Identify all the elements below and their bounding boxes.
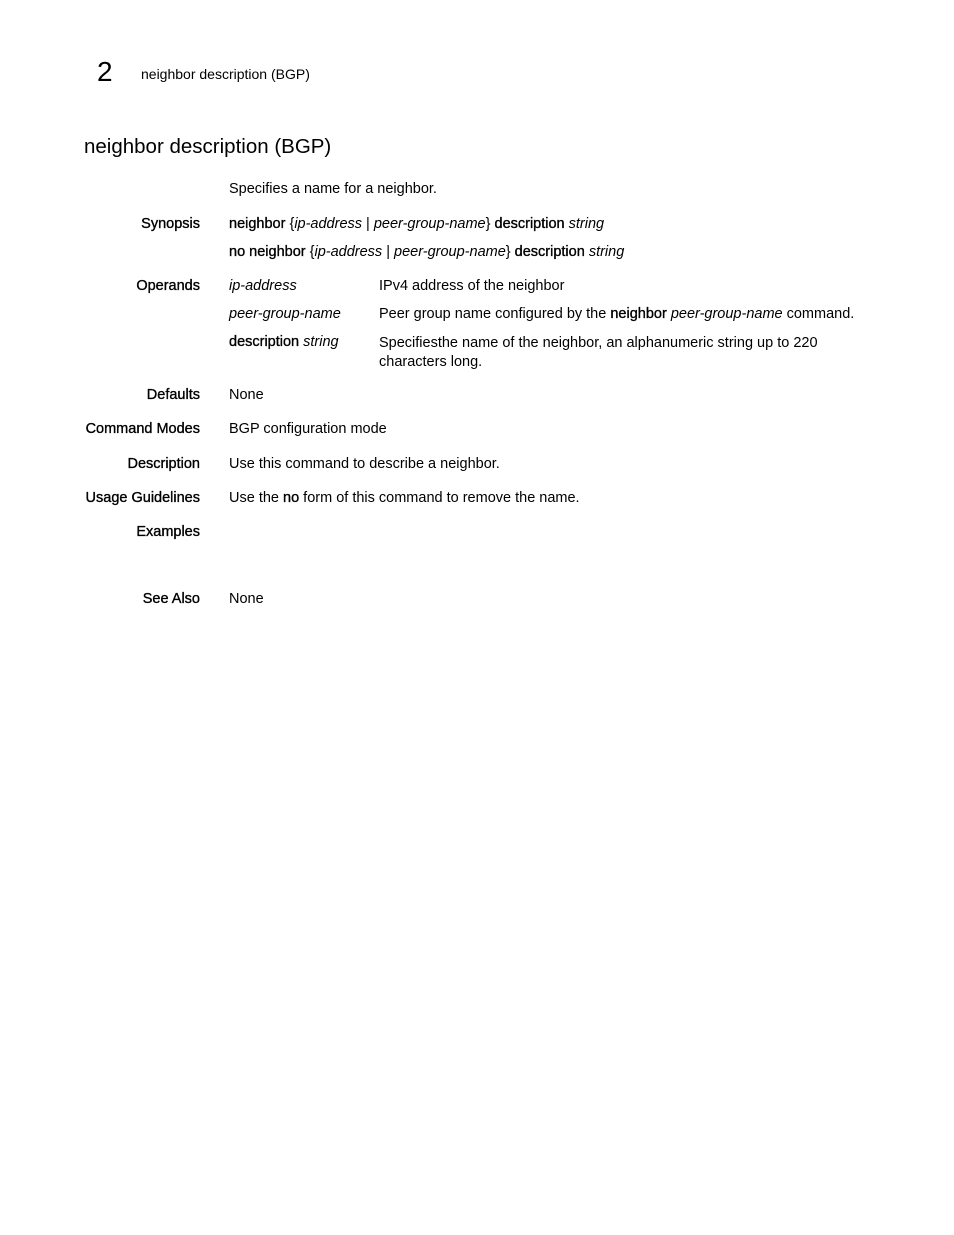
synopsis-arg-string: string (588, 244, 625, 260)
label-description: Description (127, 456, 200, 472)
operand-desc-text: command. (782, 306, 855, 322)
label-defaults: Defaults (146, 387, 200, 403)
usage-text: Use the (229, 490, 283, 506)
description-value: Use this command to describe a neighbor. (229, 456, 500, 472)
label-usage-guidelines: Usage Guidelines (85, 490, 200, 506)
usage-text: form of this command to remove the name. (299, 490, 580, 506)
operand-desc-arg: peer-group-name (670, 306, 783, 322)
operand-name: ip-address (229, 278, 297, 294)
operand-name (229, 334, 339, 350)
synopsis-arg-peer-group-name: peer-group-name (373, 216, 486, 232)
label-synopsis: Synopsis (141, 216, 200, 232)
chapter-number: 2 (97, 56, 113, 87)
synopsis-brace-open: { (285, 216, 295, 232)
command-modes-value: BGP configuration mode (229, 421, 387, 437)
running-header-title: neighbor description (BGP) (141, 66, 310, 82)
synopsis-line-1 (229, 216, 604, 232)
synopsis-command: neighbor (229, 216, 286, 232)
operand-arg: string (303, 334, 339, 350)
usage-keyword-no: no (283, 490, 300, 506)
label-see-also: See Also (142, 591, 200, 607)
synopsis-keyword-description: description (494, 216, 565, 232)
synopsis-arg-ip-address: ip-address (314, 244, 383, 260)
synopsis-brace-close: } (485, 216, 495, 232)
synopsis-command: no neighbor (229, 244, 306, 260)
operand-desc-text: Peer group name configured by the (379, 306, 611, 322)
operand-keyword: description (229, 334, 300, 350)
defaults-value: None (229, 387, 264, 403)
synopsis-separator: | (362, 216, 374, 232)
synopsis-brace-close: } (505, 244, 515, 260)
operand-description (379, 306, 854, 322)
synopsis-keyword-description: description (514, 244, 585, 260)
synopsis-arg-string: string (568, 216, 605, 232)
operand-desc-keyword: neighbor (610, 306, 667, 322)
label-operands: Operands (136, 278, 200, 294)
label-examples: Examples (136, 524, 200, 540)
synopsis-arg-peer-group-name: peer-group-name (394, 244, 506, 260)
see-also-value: None (229, 591, 264, 607)
page-title: neighbor description (BGP) (84, 135, 332, 158)
synopsis-line-2 (229, 244, 624, 260)
usage-guidelines-value (229, 490, 580, 506)
operand-description: IPv4 address of the neighbor (379, 278, 565, 294)
command-summary: Specifies a name for a neighbor. (229, 181, 437, 197)
synopsis-arg-ip-address: ip-address (294, 216, 363, 232)
label-command-modes: Command Modes (85, 421, 200, 437)
operand-description: Specifiesthe name of the neighbor, an alphanumeric string up to 220 characters long. (379, 335, 818, 370)
operand-name: peer-group-name (229, 306, 341, 322)
synopsis-separator: | (382, 244, 394, 260)
synopsis-brace-open: { (305, 244, 315, 260)
